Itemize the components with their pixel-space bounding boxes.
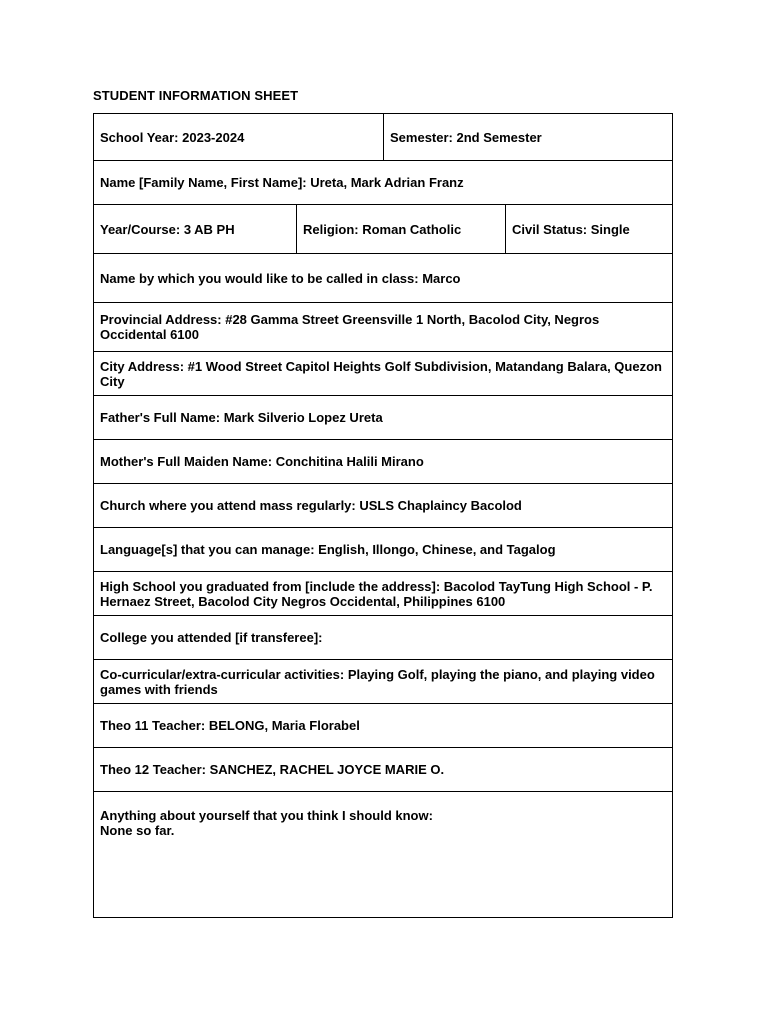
about-answer: None so far.	[100, 823, 175, 838]
mother-text: Mother's Full Maiden Name: Conchitina Halili Mirano	[100, 454, 424, 469]
year-course-cell	[94, 205, 297, 254]
name-text: Name [Family Name, First Name]: Ureta, Mark Adrian Franz	[100, 175, 464, 190]
row-city-address	[94, 352, 673, 396]
theo12-text: Theo 12 Teacher: SANCHEZ, RACHEL JOYCE MARIE O.	[100, 762, 445, 777]
row-about	[94, 792, 673, 918]
row-nickname	[94, 254, 673, 303]
city-address-text: City Address: #1 Wood Street Capitol Heights Golf Subdivision, Matandang Balara, Quezon City	[100, 358, 662, 389]
school-year-cell	[94, 114, 384, 161]
college-cell	[94, 616, 673, 660]
religion-cell	[297, 205, 506, 254]
college-text: College you attended [if transferee]:	[100, 630, 323, 645]
student-info-form	[93, 113, 673, 918]
row-college	[94, 616, 673, 660]
theo11-text: Theo 11 Teacher: BELONG, Maria Florabel	[100, 718, 360, 733]
theo12-cell	[94, 748, 673, 792]
languages-text: Language[s] that you can manage: English, Illongo, Chinese, and Tagalog	[100, 542, 556, 557]
year-course-text: Year/Course: 3 AB PH	[100, 221, 235, 237]
row-provincial-address	[94, 303, 673, 352]
high-school-text: High School you graduated from [include the address]: Bacolod TayTung High School - P. Hernaez Street, Bacolod City Negros Occidental, Philippines 6100	[100, 578, 653, 609]
church-cell	[94, 484, 673, 528]
father-cell	[94, 396, 673, 440]
activities-cell	[94, 660, 673, 704]
name-cell	[94, 161, 673, 205]
activities-text: Co-curricular/extra-curricular activities: Playing Golf, playing the piano, and playing video games with friends	[100, 666, 655, 697]
row-activities	[94, 660, 673, 704]
about-content	[100, 808, 433, 838]
civil-status-cell	[506, 205, 673, 254]
nickname-cell	[94, 254, 673, 303]
civil-status-text: Civil Status: Single	[512, 221, 630, 237]
row-theo12	[94, 748, 673, 792]
semester-text: Semester: 2nd Semester	[390, 129, 542, 145]
row-languages	[94, 528, 673, 572]
sheet-title: STUDENT INFORMATION SHEET	[93, 88, 299, 103]
nickname-text: Name by which you would like to be called in class: Marco	[100, 270, 461, 286]
row-profile	[94, 205, 673, 254]
row-theo11	[94, 704, 673, 748]
provincial-address-cell	[94, 303, 673, 352]
high-school-cell	[94, 572, 673, 616]
semester-cell	[384, 114, 673, 161]
row-name	[94, 161, 673, 205]
about-cell	[94, 792, 673, 918]
school-year-text: School Year: 2023-2024	[100, 129, 245, 145]
row-term	[94, 114, 673, 161]
church-text: Church where you attend mass regularly: USLS Chaplaincy Bacolod	[100, 498, 522, 513]
city-address-cell	[94, 352, 673, 396]
religion-text: Religion: Roman Catholic	[303, 221, 462, 237]
about-label: Anything about yourself that you think I should know:	[100, 808, 433, 823]
row-high-school	[94, 572, 673, 616]
row-mother	[94, 440, 673, 484]
languages-cell	[94, 528, 673, 572]
provincial-address-text: Provincial Address: #28 Gamma Street Greensville 1 North, Bacolod City, Negros Occidental 6100	[100, 312, 600, 342]
row-father	[94, 396, 673, 440]
theo11-cell	[94, 704, 673, 748]
row-church	[94, 484, 673, 528]
father-text: Father's Full Name: Mark Silverio Lopez Ureta	[100, 410, 383, 425]
mother-cell	[94, 440, 673, 484]
